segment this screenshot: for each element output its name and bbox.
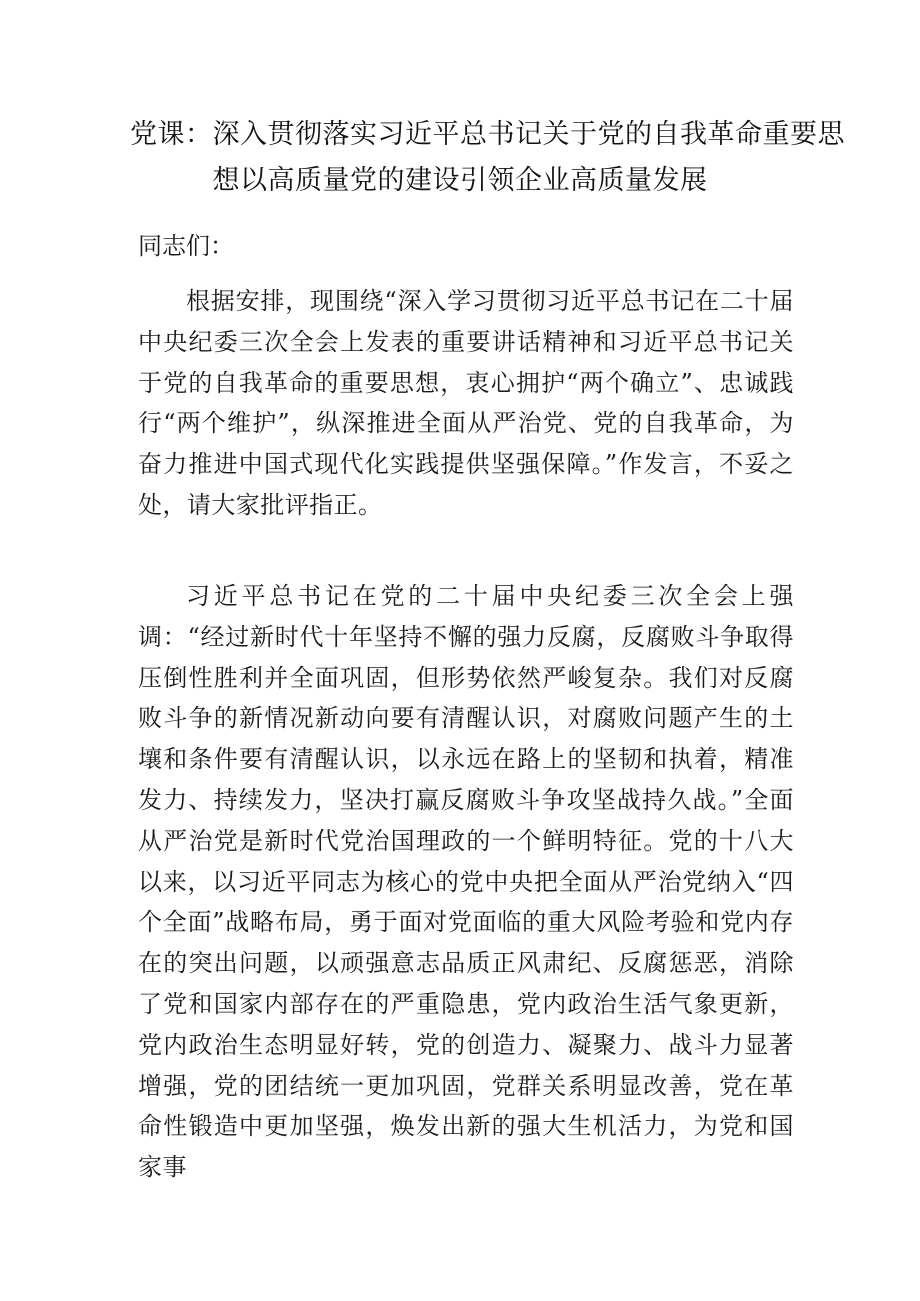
title-line-2: 想以高质量党的建设引领企业高质量发展	[212, 165, 708, 196]
title-line-1: 党课：深入贯彻落实习近平总书记关于党的自我革命重要思	[130, 119, 845, 150]
paragraph-1: 根据安排，现围绕“深入学习贯彻习近平总书记在二十届中央纪委三次全会上发表的重要讲话精神和习近平总书记关于党的自我革命的重要思想，衷心拥护“两个确立”、忠诚践行“两个维护”，纵深推进全面从严治党、党的自我革命，为奋力推进中国式现代化实践提供坚强保障。”作发言，不妥之处，请大家批评指正。	[138, 287, 794, 519]
salutation: 同志们：	[138, 232, 234, 260]
document-title	[130, 112, 845, 204]
paragraph-2: 习近平总书记在党的二十届中央纪委三次全会上强调：“经过新时代十年坚持不懈的强力反腐，反腐败斗争取得压倒性胜利并全面巩固，但形势依然严峻复杂。我们对反腐败斗争的新情况新动向要有清醒认识，对腐败问题产生的土壤和条件要有清醒认识，以永远在路上的坚韧和执着，精准发力、持续发力，坚决打赢反腐败斗争攻坚战持久战。”全面从严治党是新时代党治国理政的一个鲜明特征。党的十八大以来，以习近平同志为核心的党中央把全面从严治党纳入“四个全面”战略布局，勇于面对党面临的重大风险考验和党内存在的突出问题，以顽强意志品质正风肃纪、反腐惩恶，消除了党和国家内部存在的严重隐患，党内政治生活气象更新，党内政治生态明显好转，党的创造力、凝聚力、战斗力显著增强，党的团结统一更加巩固，党群关系明显改善，党在革命性锻造中更加坚强，焕发出新的强大生机活力，为党和国家事	[138, 582, 794, 1182]
